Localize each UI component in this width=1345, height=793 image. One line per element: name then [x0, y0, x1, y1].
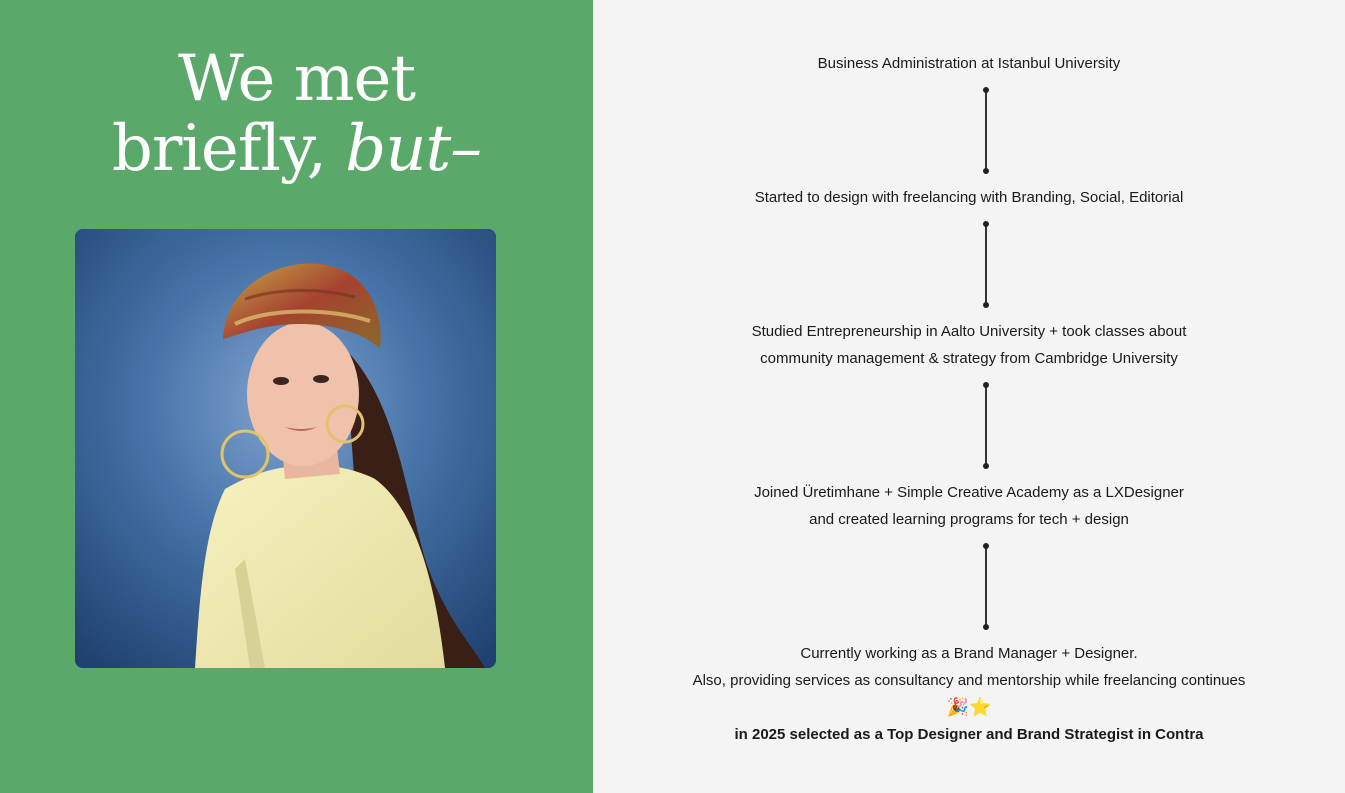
timeline-entry-5 — [576, 640, 1345, 748]
celebration-emoji-row: 🎉⭐ — [946, 697, 992, 717]
portrait-illustration — [75, 229, 496, 668]
headline — [0, 44, 593, 184]
timeline-connector-3 — [985, 385, 987, 466]
headline-line-1: We met — [177, 42, 416, 116]
timeline-entry-4 — [576, 479, 1345, 533]
headline-line-2-italic: but– — [345, 112, 482, 186]
portrait-photo — [75, 229, 496, 668]
timeline-connector-1 — [985, 90, 987, 171]
timeline-entry-5-line-2: Also, providing services as consultancy and mentorship while freelancing continues — [692, 672, 1246, 689]
timeline — [593, 0, 1345, 793]
timeline-entry-4-line-2: and created learning programs for tech + design — [809, 511, 1129, 528]
timeline-entry-3 — [576, 318, 1345, 372]
timeline-connector-4 — [985, 546, 987, 627]
headline-line-2 — [0, 114, 593, 184]
timeline-entry-5-highlight: in 2025 selected as a Top Designer and Brand Strategist in Contra — [734, 726, 1204, 743]
timeline-entry-3-line-1: Studied Entrepreneurship in Aalto University + took classes about — [751, 323, 1187, 340]
intro-panel — [0, 0, 593, 793]
timeline-connector-2 — [985, 224, 987, 305]
timeline-entry-4-line-1: Joined Üretimhane + Simple Creative Academy as a LXDesigner — [754, 484, 1184, 501]
timeline-entry-5-line-1: Currently working as a Brand Manager + Designer. — [800, 645, 1138, 662]
headline-line-2-normal: briefly, — [111, 112, 346, 186]
timeline-entry-2-line-1: Started to design with freelancing with Branding, Social, Editorial — [754, 189, 1184, 206]
timeline-entry-1-line-1: Business Administration at Istanbul University — [817, 55, 1121, 72]
timeline-panel — [593, 0, 1345, 793]
timeline-entry-2 — [576, 184, 1345, 211]
timeline-entry-3-line-2: community management & strategy from Cambridge University — [760, 350, 1178, 367]
timeline-entry-1 — [576, 50, 1345, 77]
